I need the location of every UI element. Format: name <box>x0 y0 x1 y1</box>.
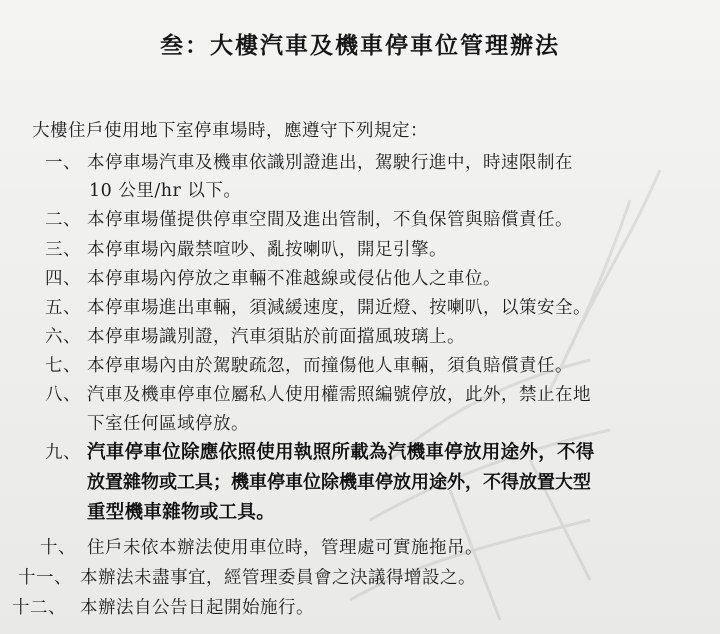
rule-3 <box>45 236 447 261</box>
rule-number: 四、 <box>45 269 81 289</box>
rule-number: 十、 <box>40 538 76 558</box>
rule-text: 住戶未依本辦法使用車位時，管理處可實施拖吊。 <box>87 538 483 558</box>
rule-number: 十二、 <box>12 598 66 618</box>
rule-9-continuation-1: 放置雜物或工具；機車停車位除機車停放用途外，不得放置大型 <box>87 472 591 493</box>
rule-8-continuation: 下室任何區域停放。 <box>87 414 249 434</box>
rule-text: 本停車場汽車及機車依識別證進出，駕駛行進中，時速限制在 <box>87 153 573 173</box>
rule-number: 二、 <box>45 210 81 230</box>
rule-text: 本辦法自公告日起開始施行。 <box>80 598 314 618</box>
rule-1-continuation: 10 公里/hr 以下。 <box>89 181 242 201</box>
rule-12 <box>12 594 314 619</box>
rule-number: 八、 <box>45 385 81 405</box>
rule-number: 九、 <box>45 443 81 463</box>
rule-text: 本停車場識別證，汽車須貼於前面擋風玻璃上。 <box>87 327 465 347</box>
rule-5 <box>45 294 591 319</box>
rule-text: 本停車場進出車輛，須減緩速度，開近燈、按喇叭，以策安全。 <box>87 298 591 318</box>
rule-number: 三、 <box>45 240 81 260</box>
rule-9-continuation-2: 重型機車雜物或工具。 <box>87 502 276 523</box>
rule-text: 本停車場內停放之車輛不准越線或侵佔他人之車位。 <box>87 269 501 289</box>
rule-text: 本停車場僅提供停車空間及進出管制，不負保管與賠償責任。 <box>87 210 573 230</box>
rule-text: 本停車場內嚴禁喧吵、亂按喇叭，開足引擎。 <box>87 240 447 260</box>
rule-4 <box>45 265 501 290</box>
rule-7 <box>45 352 573 377</box>
rule-6 <box>45 323 465 348</box>
rule-2 <box>45 206 573 231</box>
rule-8 <box>45 381 591 406</box>
rule-number: 一、 <box>45 153 81 173</box>
rule-number: 十一、 <box>18 568 72 588</box>
rule-10 <box>40 534 483 559</box>
document-title: 叁：大樓汽車及機車停車位管理辦法 <box>160 32 560 59</box>
rule-text: 本辦法未盡事宜，經管理委員會之決議得增設之。 <box>80 568 476 588</box>
rule-text: 汽車及機車停車位屬私人使用權需照編號停放，此外，禁止在地 <box>87 385 591 405</box>
rule-11 <box>18 564 476 589</box>
rule-number: 五、 <box>45 298 81 318</box>
rule-number: 六、 <box>45 327 81 347</box>
intro-text: 大樓住戶使用地下室停車場時，應遵守下列規定： <box>32 121 428 141</box>
rule-1 <box>45 149 573 174</box>
rule-9 <box>45 438 595 464</box>
rule-text: 汽車停車位除應依照使用執照所載為汽機車停放用途外，不得 <box>87 442 595 463</box>
rule-text: 本停車場內由於駕駛疏忽，而撞傷他人車輛，須負賠償責任。 <box>87 356 573 376</box>
rule-number: 七、 <box>45 356 81 376</box>
